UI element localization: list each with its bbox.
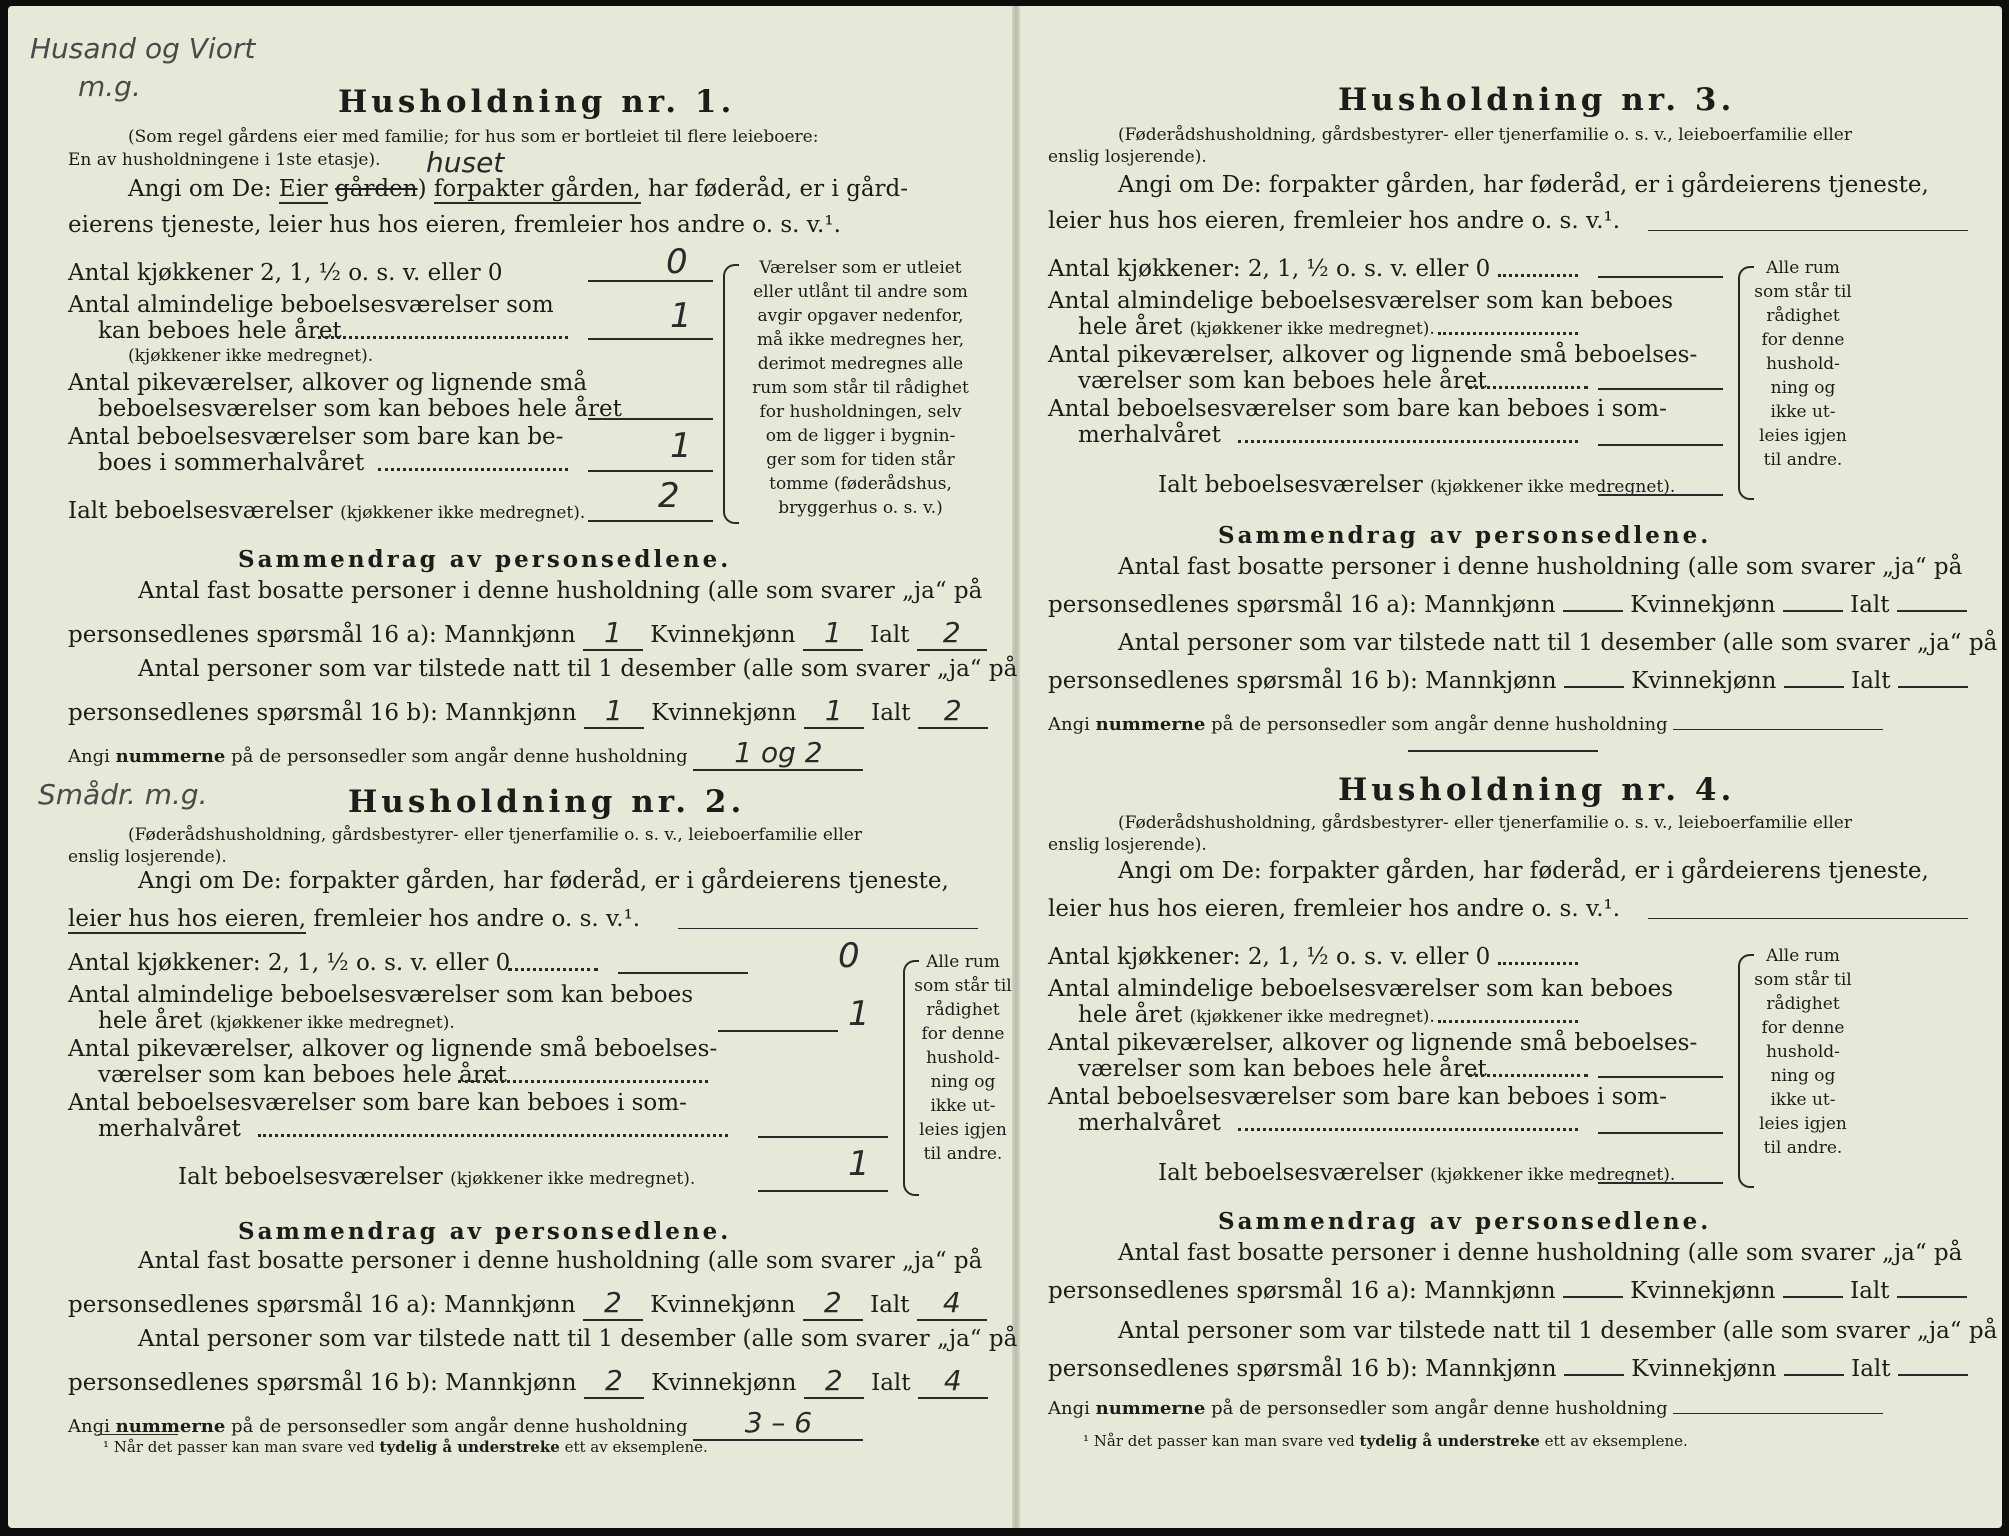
h4-nummer: Angi nummerne på de personsedler som angår denne husholdning (1048, 1398, 1883, 1419)
h3-sum-a-1: Antal fast bosatte personer i denne husholdning (alle som svarer „ja“ på (1118, 554, 1963, 580)
h1-side-note: Værelser som er utleiet eller utlånt til andre som avgir opgaver nedenfor, må ikke medregnes her, derimot medregnes alle rum som står til rådighet for husholdningen, selv om de ligger i bygnin- ger som for tiden står tomme (føderådshus, bryggerhus o. s. v.) (752, 258, 969, 518)
h3-almindelige-2: hele året (kjøkkener ikke medregnet). (1078, 314, 1435, 340)
h4-sum-b-2: personsedlenes spørsmål 16 b): Mannkjønn Kvinnekjønn Ialt (1048, 1356, 1968, 1382)
h2-a-kvinne: 2 (803, 1286, 863, 1321)
household-3-title: Husholdning nr. 3. (1338, 82, 1736, 118)
h1-kjokkener-label: Antal kjøkkener 2, 1, ½ o. s. v. eller 0 (68, 260, 503, 286)
h2-b-mann: 2 (584, 1364, 644, 1399)
h1-almindelige-2: kan beboes hele året (98, 318, 342, 344)
h1-a-kvinne: 1 (803, 616, 863, 651)
h2-ialt-value: 1 (848, 1144, 870, 1184)
handwritten-huset: huset (426, 146, 505, 179)
h1-pike-1: Antal pikeværelser, alkover og lignende små (68, 370, 588, 396)
h2-side-note: Alle rum som står til rådighet for denne hushold- ning og ikke ut- leies igjen til andre. (914, 952, 1012, 1164)
household-4-angi-line1: Angi om De: forpakter gården, har føderåd, er i gårdeierens tjeneste, (1118, 858, 1929, 884)
h3-ialt: Ialt beboelsesværelser (kjøkkener ikke medregnet). (1158, 472, 1676, 498)
household-2-angi-line2: leier hus hos eieren, fremleier hos andre o. s. v.¹. (68, 906, 641, 932)
section-divider (1408, 750, 1598, 752)
h1-sum-a-2: personsedlenes spørsmål 16 a): Mannkjønn 1 Kvinnekjønn 1 Ialt 2 (68, 616, 987, 651)
h3-pike-2: værelser som kan beboes hele året (1078, 368, 1487, 394)
h4-pike-2: værelser som kan beboes hele året (1078, 1056, 1487, 1082)
h2-sum-b-2: personsedlenes spørsmål 16 b): Mannkjønn 2 Kvinnekjønn 2 Ialt 4 (68, 1364, 988, 1399)
angi-rest: har føderåd, er i gård- (647, 176, 909, 202)
h2-sommer-2: merhalvåret (98, 1116, 241, 1142)
h2-pike-1: Antal pikeværelser, alkover og lignende små beboelses- (68, 1036, 718, 1062)
h1-almindelige-3: (kjøkkener ikke medregnet). (128, 346, 374, 366)
h1-sum-b-2: personsedlenes spørsmål 16 b): Mannkjønn 1 Kvinnekjønn 1 Ialt 2 (68, 694, 988, 729)
h3-kjokkener-label: Antal kjøkkener: 2, 1, ½ o. s. v. eller 0 (1048, 256, 1491, 282)
h3-pike-1: Antal pikeværelser, alkover og lignende små beboelses- (1048, 342, 1698, 368)
household-1-title: Husholdning nr. 1. (338, 84, 736, 120)
h2-almindelige-value: 1 (848, 994, 870, 1034)
h1-sum-a-1: Antal fast bosatte personer i denne husholdning (alle som svarer „ja“ på (138, 578, 983, 604)
household-2-angi-line1: Angi om De: forpakter gården, har føderåd, er i gårdeierens tjeneste, (138, 868, 949, 894)
h1-a-ialt: 2 (917, 616, 987, 651)
h1-b-kvinne: 1 (804, 694, 864, 729)
h4-brace (1738, 954, 1754, 1188)
option-leier: leier hus hos eieren, (68, 906, 307, 932)
h3-sum-b-2: personsedlenes spørsmål 16 b): Mannkjønn Kvinnekjønn Ialt (1048, 668, 1968, 694)
margin-note-3: Smådr. m.g. (38, 778, 208, 811)
household-3-note-1: (Føderådshusholdning, gårdsbestyrer- eller tjenerfamilie o. s. v., leieboerfamilie eller (1118, 125, 1852, 145)
h2-pike-2: værelser som kan beboes hele året (98, 1062, 507, 1088)
h3-sum-a-2: personsedlenes spørsmål 16 a): Mannkjønn Kvinnekjønn Ialt (1048, 592, 1967, 618)
h2-sum-a-2: personsedlenes spørsmål 16 a): Mannkjønn 2 Kvinnekjønn 2 Ialt 4 (68, 1286, 987, 1321)
margin-note-1: Husand og Viort (30, 32, 256, 65)
h1-almindelige-1: Antal almindelige beboelsesværelser som (68, 292, 554, 318)
h1-sommer-value: 1 (670, 426, 692, 466)
household-1-note-1: (Som regel gårdens eier med familie; for hus som er bortleiet til flere leieboere: (128, 127, 819, 147)
h1-summary-title: Sammendrag av personsedlene. (238, 546, 732, 573)
h3-almindelige-1: Antal almindelige beboelsesværelser som kan beboes (1048, 288, 1674, 314)
h4-summary-title: Sammendrag av personsedlene. (1218, 1208, 1712, 1235)
page-fold (1012, 6, 1020, 1528)
h1-sommer-1: Antal beboelsesværelser som bare kan be- (68, 424, 564, 450)
h3-nummer: Angi nummerne på de personsedler som angår denne husholdning (1048, 714, 1883, 735)
h2-kjokkener-value: 0 (838, 936, 860, 976)
h1-sum-b-1: Antal personer som var tilstede natt til 1 desember (alle som svarer „ja“ på (138, 656, 1018, 682)
h2-nummer-value: 3 – 6 (693, 1406, 863, 1441)
h2-b-ialt: 4 (918, 1364, 988, 1399)
h2-almindelige-2: hele året (kjøkkener ikke medregnet). (98, 1008, 455, 1034)
h4-kjokkener-label: Antal kjøkkener: 2, 1, ½ o. s. v. eller 0 (1048, 944, 1491, 970)
household-2-note-1: (Føderådshusholdning, gårdsbestyrer- eller tjenerfamilie o. s. v., leieboerfamilie eller (128, 825, 862, 845)
h2-a-ialt: 4 (917, 1286, 987, 1321)
h1-pike-2: beboelsesværelser som kan beboes hele året (98, 396, 622, 422)
h1-ialt-label: Ialt beboelsesværelser (68, 498, 333, 524)
h2-sum-b-1: Antal personer som var tilstede natt til 1 desember (alle som svarer „ja“ på (138, 1326, 1018, 1352)
h3-side-note: Alle rum som står til rådighet for denne hushold- ning og ikke ut- leies igjen til andre. (1754, 258, 1852, 470)
household-2-note-2: enslig losjerende). (68, 847, 227, 867)
h2-b-kvinne: 2 (804, 1364, 864, 1399)
household-3-angi-line1: Angi om De: forpakter gården, har føderåd, er i gårdeierens tjeneste, (1118, 172, 1929, 198)
left-page (30, 6, 1018, 1528)
h1-sommer-2: boes i sommerhalvåret (98, 450, 365, 476)
h1-b-ialt: 2 (918, 694, 988, 729)
h3-sommer-2: merhalvåret (1078, 422, 1221, 448)
option-garden-struck: gården (334, 176, 418, 202)
h3-brace (1738, 266, 1754, 500)
h3-sum-b-1: Antal personer som var tilstede natt til 1 desember (alle som svarer „ja“ på (1118, 630, 1998, 656)
h1-brace (723, 264, 739, 524)
right-page (1038, 6, 1998, 1528)
h1-b-mann: 1 (584, 694, 644, 729)
household-4-note-2: enslig losjerende). (1048, 835, 1207, 855)
h2-sommer-1: Antal beboelsesværelser som bare kan beboes i som- (68, 1090, 687, 1116)
h1-kjokkener-value: 0 (666, 242, 688, 282)
h4-sum-b-1: Antal personer som var tilstede natt til 1 desember (alle som svarer „ja“ på (1118, 1318, 1998, 1344)
household-3-angi-line2: leier hus hos eieren, fremleier hos andre o. s. v.¹. (1048, 208, 1621, 234)
h2-summary-title: Sammendrag av personsedlene. (238, 1218, 732, 1245)
h2-ialt: Ialt beboelsesværelser (kjøkkener ikke medregnet). (178, 1164, 696, 1190)
household-1-note-2: En av husholdningene i 1ste etasje). (68, 150, 381, 170)
h4-almindelige-2: hele året (kjøkkener ikke medregnet). (1078, 1002, 1435, 1028)
h1-ialt-note: (kjøkkener ikke medregnet). (340, 503, 586, 523)
h1-nummer: Angi nummerne på de personsedler som angår denne husholdning 1 og 2 (68, 736, 863, 771)
margin-note-2: m.g. (78, 70, 141, 103)
household-4-title: Husholdning nr. 4. (1338, 772, 1736, 808)
h3-sommer-1: Antal beboelsesværelser som bare kan beboes i som- (1048, 396, 1667, 422)
h3-summary-title: Sammendrag av personsedlene. (1218, 522, 1712, 549)
h1-nummer-value: 1 og 2 (693, 736, 863, 771)
household-1-angi-line1: Angi om De: Eier gården) forpakter gården, har føderåd, er i gård- (128, 176, 909, 202)
right-footnote: ¹ Når det passer kan man svare ved tydelig å understreke ett av eksemplene. (1083, 1432, 1688, 1450)
angi-label: Angi om De: (128, 176, 272, 202)
h1-ialt-value: 2 (658, 476, 680, 516)
h4-sum-a-1: Antal fast bosatte personer i denne husholdning (alle som svarer „ja“ på (1118, 1240, 1963, 1266)
h2-sum-a-1: Antal fast bosatte personer i denne husholdning (alle som svarer „ja“ på (138, 1248, 983, 1274)
h4-pike-1: Antal pikeværelser, alkover og lignende små beboelses- (1048, 1030, 1698, 1056)
left-footnote: ¹ Når det passer kan man svare ved tydelig å understreke ett av eksemplene. (103, 1438, 708, 1456)
household-1-angi-line2: eierens tjeneste, leier hus hos eieren, fremleier hos andre o. s. v.¹. (68, 212, 841, 238)
h4-sommer-2: merhalvåret (1078, 1110, 1221, 1136)
h1-ialt (68, 498, 585, 524)
household-4-note-1: (Føderådshusholdning, gårdsbestyrer- eller tjenerfamilie o. s. v., leieboerfamilie eller (1118, 813, 1852, 833)
h4-almindelige-1: Antal almindelige beboelsesværelser som kan beboes (1048, 976, 1674, 1002)
census-form-sheet (8, 6, 2002, 1528)
h4-sommer-1: Antal beboelsesværelser som bare kan beboes i som- (1048, 1084, 1667, 1110)
household-4-angi-line2: leier hus hos eieren, fremleier hos andre o. s. v.¹. (1048, 896, 1621, 922)
household-3-note-2: enslig losjerende). (1048, 147, 1207, 167)
h4-sum-a-2: personsedlenes spørsmål 16 a): Mannkjønn Kvinnekjønn Ialt (1048, 1278, 1967, 1304)
option-forpakter: forpakter gården, (433, 176, 641, 202)
h2-kjokkener-label: Antal kjøkkener: 2, 1, ½ o. s. v. eller 0 (68, 950, 511, 976)
h2-almindelige-1: Antal almindelige beboelsesværelser som kan beboes (68, 982, 694, 1008)
h1-a-mann: 1 (583, 616, 643, 651)
h2-nummer: Angi nummerne på de personsedler som angår denne husholdning 3 – 6 (68, 1406, 863, 1441)
option-eier: Eier (278, 176, 328, 202)
h4-ialt: Ialt beboelsesværelser (kjøkkener ikke medregnet). (1158, 1160, 1676, 1186)
h2-a-mann: 2 (583, 1286, 643, 1321)
h4-side-note: Alle rum som står til rådighet for denne hushold- ning og ikke ut- leies igjen til andre. (1754, 946, 1852, 1158)
household-2-title: Husholdning nr. 2. (348, 784, 746, 820)
h1-almindelige-value: 1 (670, 296, 692, 336)
